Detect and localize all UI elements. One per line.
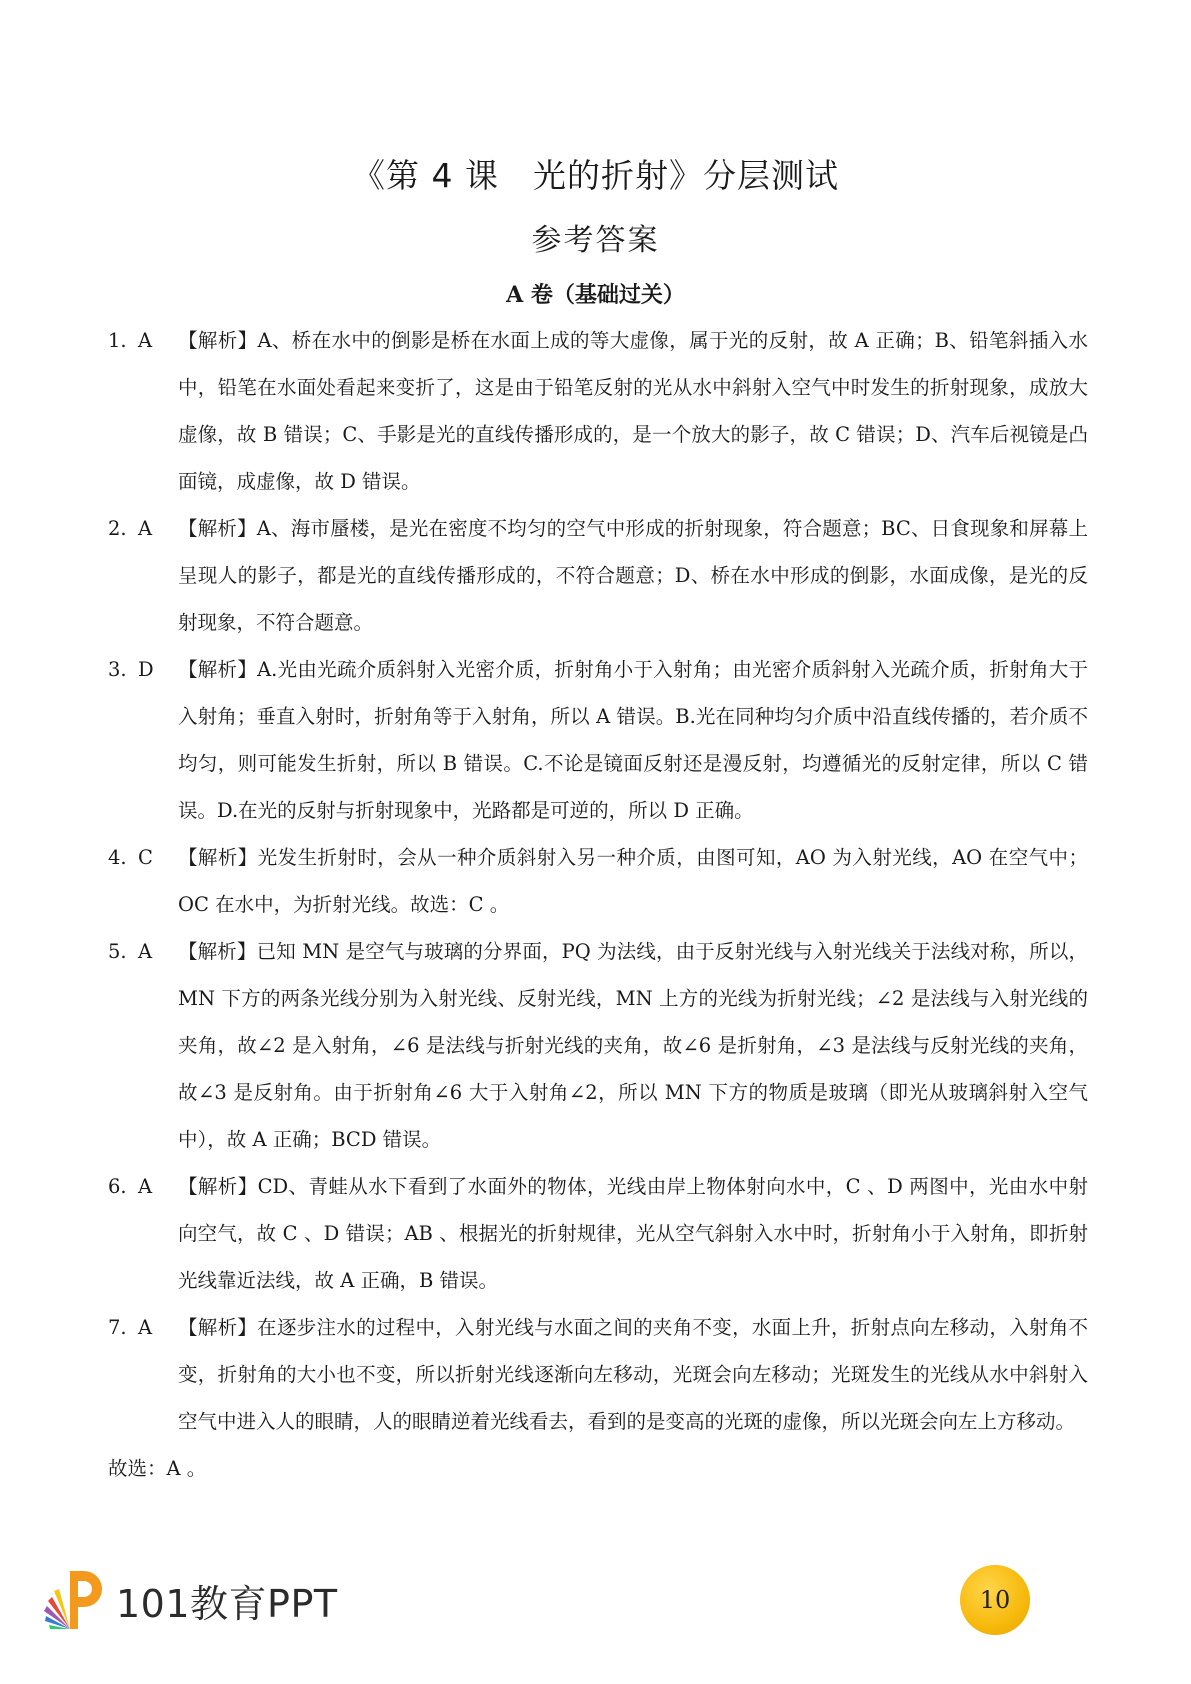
answer-explanation: 【解析】A、海市蜃楼，是光在密度不均匀的空气中形成的折射现象，符合题意；BC、日食现象和屏幕上呈现人的影子，都是光的直线传播形成的，不符合题意；D、桥在水中形成的倒影，水面成像，是光的反射现象，不符合题意。 bbox=[178, 517, 1088, 634]
answer-explanation: 【解析】A、桥在水中的倒影是桥在水面上成的等大虚像，属于光的反射，故 A 正确；B、铅笔斜插入水中，铅笔在水面处看起来变折了，这是由于铅笔反射的光从水中斜射入空气中时发生的折射现象，成放大虚像，故 B 错误；C、手影是光的直线传播形成的，是一个放大的影子，故 C 错误；D、汽车后视镜是凸面镜，成虚像，故 D 错误。 bbox=[178, 329, 1088, 493]
answer-explanation: 【解析】A.光由光疏介质斜射入光密介质，折射角小于入射角；由光密介质斜射入光疏介质，折射角大于入射角；垂直入射时，折射角等于入射角，所以 A 错误。B.光在同种均匀介质中沿直线传播的，若介质不均匀，则可能发生折射，所以 B 错误。C.不论是镜面反射还是漫反射，均遵循光的反射定律，所以 C 错误。D.在光的反射与折射现象中，光路都是可逆的，所以 D 正确。 bbox=[178, 658, 1088, 822]
answer-item-3 bbox=[108, 646, 1088, 834]
question-number: 1. bbox=[108, 329, 127, 352]
answer-explanation: 【解析】光发生折射时，会从一种介质斜射入另一种介质，由图可知，AO 为入射光线，AO 在空气中；OC 在水中，为折射光线。故选：C 。 bbox=[178, 846, 1088, 916]
page-number-badge: 10 bbox=[960, 1565, 1030, 1635]
answer-choice: A bbox=[138, 329, 153, 352]
question-number: 2. bbox=[108, 517, 127, 540]
answer-item-4 bbox=[108, 834, 1088, 928]
answer-explanation: 【解析】在逐步注水的过程中，入射光线与水面之间的夹角不变，水面上升，折射点向左移动，入射角不变，折射角的大小也不变，所以折射光线逐渐向左移动，光斑会向左移动；光斑发生的光线从水中斜射入空气中进入人的眼睛，人的眼睛逆着光线看去，看到的是变高的光斑的虚像，所以光斑会向左上方移动。 bbox=[178, 1316, 1088, 1433]
answer-item-7 bbox=[108, 1304, 1088, 1445]
answer-explanation: 【解析】已知 MN 是空气与玻璃的分界面，PQ 为法线，由于反射光线与入射光线关于法线对称，所以，MN 下方的两条光线分别为入射光线、反射光线，MN 上方的光线为折射光线；∠2 是法线与入射光线的夹角，故∠2 是入射角，∠6 是法线与折射光线的夹角，故∠6 是折射角，∠3 是法线与反射光线的夹角，故∠3 是反射角。由于折射角∠6 大于入射角∠2，所以 MN 下方的物质是玻璃（即光从玻璃斜射入空气中），故 A 正确；BCD 错误。 bbox=[178, 940, 1088, 1151]
closing-line: 故选：A 。 bbox=[108, 1457, 207, 1480]
brand-logo bbox=[40, 1560, 360, 1640]
question-number: 4. bbox=[108, 846, 127, 869]
answer-choice: A bbox=[138, 1316, 153, 1339]
answer-item-2 bbox=[108, 505, 1088, 646]
question-number: 6. bbox=[108, 1175, 127, 1198]
logo-wordmark: 101教育PPT bbox=[116, 1581, 338, 1626]
answer-choice: D bbox=[138, 658, 154, 681]
page-title: 《第 4 课 光的折射》分层测试 bbox=[352, 156, 839, 195]
answer-choice: A bbox=[138, 1175, 153, 1198]
answer-choice: A bbox=[138, 517, 153, 540]
answer-list bbox=[108, 317, 1088, 1492]
answer-item-1 bbox=[108, 317, 1088, 505]
answer-explanation: 【解析】CD、青蛙从水下看到了水面外的物体，光线由岸上物体射向水中，C 、D 两图中，光由水中射向空气，故 C 、D 错误；AB 、根据光的折射规律，光从空气斜射入水中时，折射角小于入射角，即折射光线靠近法线，故 A 正确，B 错误。 bbox=[178, 1175, 1088, 1292]
answer-choice: C bbox=[138, 846, 153, 869]
answer-item-5 bbox=[108, 928, 1088, 1163]
book-fan-logo-icon bbox=[40, 1561, 106, 1639]
answer-item-6 bbox=[108, 1163, 1088, 1304]
section-heading: A 卷（基础过关） bbox=[506, 282, 685, 308]
answer-choice: A bbox=[138, 940, 153, 963]
question-number: 3. bbox=[108, 658, 127, 681]
page-subtitle: 参考答案 bbox=[531, 223, 660, 258]
question-number: 5. bbox=[108, 940, 127, 963]
question-number: 7. bbox=[108, 1316, 127, 1339]
